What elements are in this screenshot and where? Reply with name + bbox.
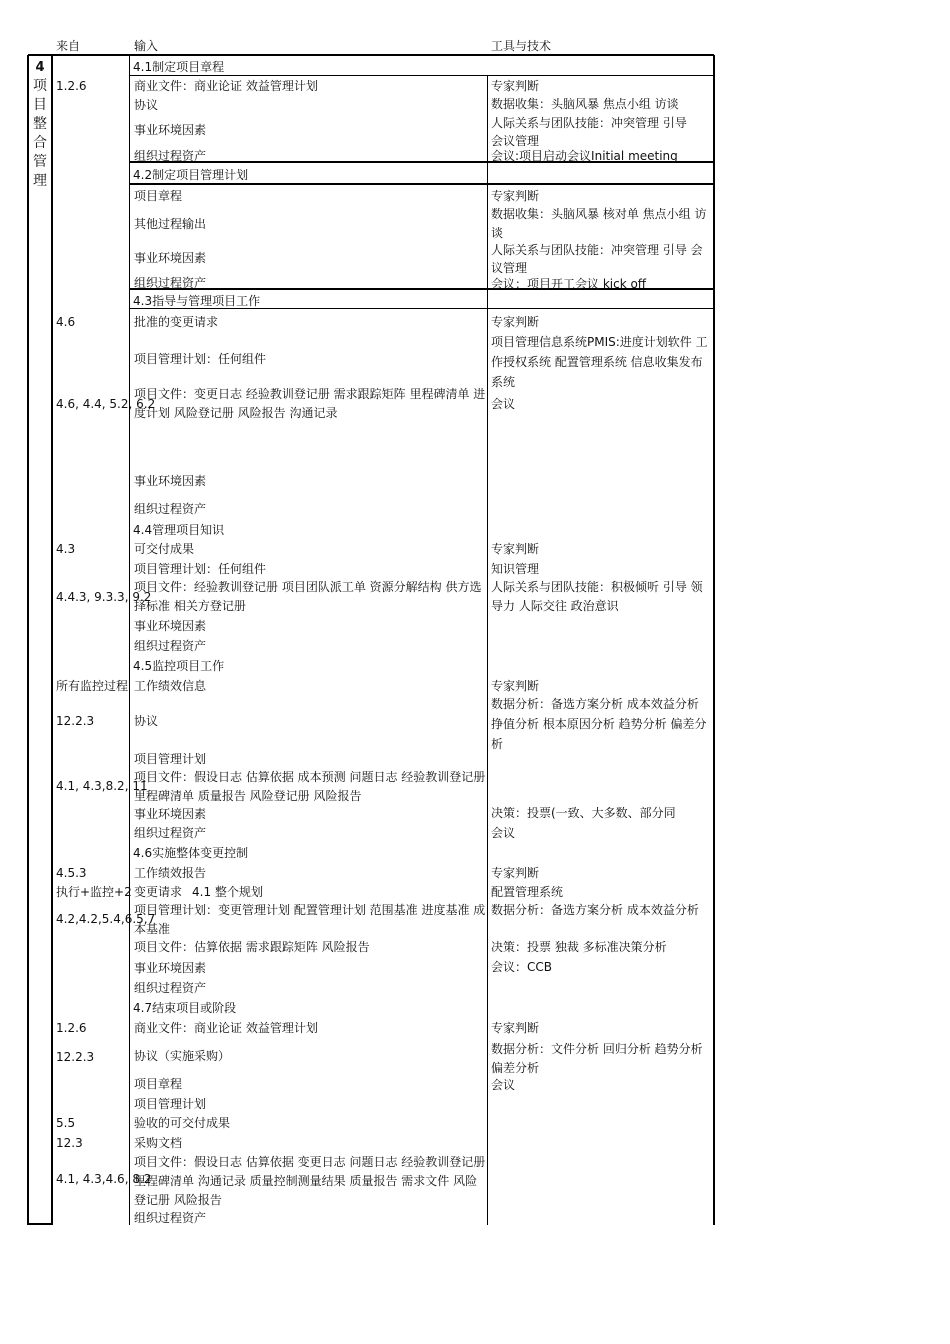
input-item: 项目管理计划：变更管理计划 配置管理计划 范围基准 进度基准 成本基准 [134, 903, 486, 936]
category-bottom-border [27, 1223, 53, 1225]
section-title-4-1: 4.1制定项目章程 [133, 60, 225, 74]
input-item: 项目文件：假设日志 估算依据 变更日志 问题日志 经验教训登记册 里程碑清单 沟通记录 质量控制测量结果 质量报告 需求文件 风险登记册 风险报告 [134, 1155, 486, 1207]
tool-item: 会议 [491, 826, 516, 840]
from-ref: 12.2.3 [56, 1050, 95, 1064]
input-item: 组织过程资产 [134, 1211, 207, 1225]
category-char: 目 [33, 97, 47, 113]
tool-item: 人际关系与团队技能：积极倾听 引导 领导力 人际交往 政治意识 [491, 580, 703, 613]
input-item: 项目管理计划：任何组件 [134, 562, 267, 576]
tool-item: 会议 [491, 1078, 516, 1092]
from-ref: 12.3 [56, 1136, 83, 1150]
input-item: 项目文件：经验教训登记册 项目团队派工单 资源分解结构 供方选择标准 相关方登记册 [134, 580, 482, 613]
from-ref: 12.2.3 [56, 714, 95, 728]
input-item: 组织过程资产 [134, 502, 207, 516]
row-line [129, 308, 715, 309]
from-ref: 4.1, 4.3,4.6, 8.2 [56, 1172, 152, 1186]
input-item: 批准的变更请求 [134, 315, 219, 329]
tool-item: 会议 [491, 397, 516, 411]
input-col-border [129, 55, 130, 1225]
row-line [129, 75, 715, 76]
section-title-4-3: 4.3指导与管理项目工作 [133, 294, 261, 308]
input-item: 工作绩效报告 [134, 866, 207, 880]
tools-col-border [487, 76, 488, 1225]
from-ref: 所有监控过程 [56, 679, 129, 693]
tool-item: 项目管理信息系统PMIS:进度计划软件 工作授权系统 配置管理系统 信息收集发布系统 [491, 335, 708, 389]
category-right-border [51, 55, 53, 1225]
from-ref: 执行+监控+2 [56, 885, 132, 899]
input-item: 4.1 整个规划 [192, 885, 263, 899]
tool-item: 决策：投票(一致、大多数、部分同 [491, 806, 676, 820]
from-ref: 1.2.6 [56, 79, 87, 93]
category-char: 项 [33, 78, 47, 94]
input-item: 协议 [134, 714, 159, 728]
input-item: 事业环境因素 [134, 474, 207, 488]
input-item: 协议 [134, 98, 159, 112]
input-item: 项目管理计划：任何组件 [134, 352, 267, 366]
input-item: 组织过程资产 [134, 826, 207, 840]
input-item: 商业文件：商业论证 效益管理计划 [134, 1021, 318, 1035]
section-title-4-5: 4.5监控项目工作 [133, 659, 225, 673]
section-title-4-2: 4.2制定项目管理计划 [133, 168, 249, 182]
from-ref: 4.2,4.2,5.4,6.5,7 [56, 912, 156, 926]
from-ref: 4.6, 4.4, 5.2, 6.2 [56, 397, 156, 411]
from-ref: 4.5.3 [56, 866, 87, 880]
tool-item: 会议:项目启动会议Initial meeting [491, 149, 678, 163]
header-tools: 工具与技术 [491, 39, 552, 53]
input-item: 组织过程资产 [134, 149, 207, 163]
input-item: 项目文件：假设日志 估算依据 成本预测 问题日志 经验教训登记册 里程碑清单 质量报告 风险登记册 风险报告 [134, 770, 486, 803]
tool-item: 专家判断 [491, 189, 540, 203]
input-item: 协议（实施采购） [134, 1049, 231, 1063]
tool-item: 数据分析：备选方案分析 成本效益分析 [491, 903, 699, 917]
input-item: 可交付成果 [134, 542, 195, 556]
category-number: 4 [35, 60, 45, 75]
section-title-4-6: 4.6实施整体变更控制 [133, 846, 249, 860]
input-item: 项目文件：估算依据 需求跟踪矩阵 风险报告 [134, 940, 370, 954]
tool-item: 专家判断 [491, 542, 540, 556]
tool-item: 专家判断 [491, 79, 540, 93]
from-ref: 5.5 [56, 1116, 76, 1130]
from-ref: 4.3 [56, 542, 76, 556]
input-item: 验收的可交付成果 [134, 1116, 231, 1130]
input-item: 事业环境因素 [134, 251, 207, 265]
tool-item: 会议：项目开工会议 kick off [491, 277, 647, 291]
tool-item: 知识管理 [491, 562, 540, 576]
input-item: 组织过程资产 [134, 981, 207, 995]
input-item: 其他过程输出 [134, 217, 207, 231]
tool-item: 数据收集：头脑风暴 焦点小组 访谈 [491, 97, 679, 111]
section-title-4-4: 4.4管理项目知识 [133, 523, 225, 537]
input-item: 项目文件：变更日志 经验教训登记册 需求跟踪矩阵 里程碑清单 进度计划 风险登记册 风险报告 沟通记录 [134, 387, 486, 420]
input-item: 事业环境因素 [134, 807, 207, 821]
header-from: 来自 [56, 39, 81, 53]
header-input: 输入 [134, 39, 159, 53]
input-item: 项目章程 [134, 189, 183, 203]
input-item: 采购文档 [134, 1136, 183, 1150]
input-item: 项目管理计划 [134, 1097, 207, 1111]
row-line [129, 183, 715, 185]
tool-item: 数据分析：文件分析 回归分析 趋势分析 偏差分析 [491, 1042, 703, 1075]
from-ref: 4.1, 4.3,8.2, 11 [56, 779, 148, 793]
tool-item: 会议：CCB [491, 960, 552, 974]
tool-item: 人际关系与团队技能：冲突管理 引导 会议管理 [491, 243, 703, 275]
tool-item: 专家判断 [491, 1021, 540, 1035]
from-ref: 4.6 [56, 315, 76, 329]
input-item: 商业文件：商业论证 效益管理计划 [134, 79, 318, 93]
category-char: 理 [33, 173, 47, 189]
tool-item: 决策：投票 独裁 多标准决策分析 [491, 940, 667, 954]
tool-item: 会议管理 [491, 134, 540, 148]
category-char: 合 [33, 135, 47, 151]
category-char: 整 [33, 116, 47, 132]
input-item: 事业环境因素 [134, 961, 207, 975]
from-ref: 1.2.6 [56, 1021, 87, 1035]
input-item: 组织过程资产 [134, 276, 207, 290]
input-item: 事业环境因素 [134, 619, 207, 633]
input-item: 变更请求 [134, 885, 183, 899]
right-border [713, 55, 715, 1225]
from-ref: 4.4.3, 9.3.3, 9.2 [56, 590, 152, 604]
section-title-4-7: 4.7结束项目或阶段 [133, 1001, 237, 1015]
tool-item: 数据收集：头脑风暴 核对单 焦点小组 访谈 [491, 207, 707, 240]
tool-item: 人际关系与团队技能：冲突管理 引导 [491, 116, 687, 130]
tool-item: 数据分析：备选方案分析 成本效益分析 挣值分析 根本原因分析 趋势分析 偏差分析 [491, 697, 707, 751]
tool-item: 专家判断 [491, 866, 540, 880]
input-item: 项目章程 [134, 1077, 183, 1091]
input-item: 工作绩效信息 [134, 679, 207, 693]
tool-item: 专家判断 [491, 315, 540, 329]
tool-item: 专家判断 [491, 679, 540, 693]
category-char: 管 [33, 154, 47, 170]
tool-item: 配置管理系统 [491, 885, 564, 899]
input-item: 组织过程资产 [134, 639, 207, 653]
top-border [28, 54, 714, 56]
category-left-border [27, 55, 29, 1225]
input-item: 项目管理计划 [134, 752, 207, 766]
input-item: 事业环境因素 [134, 123, 207, 137]
